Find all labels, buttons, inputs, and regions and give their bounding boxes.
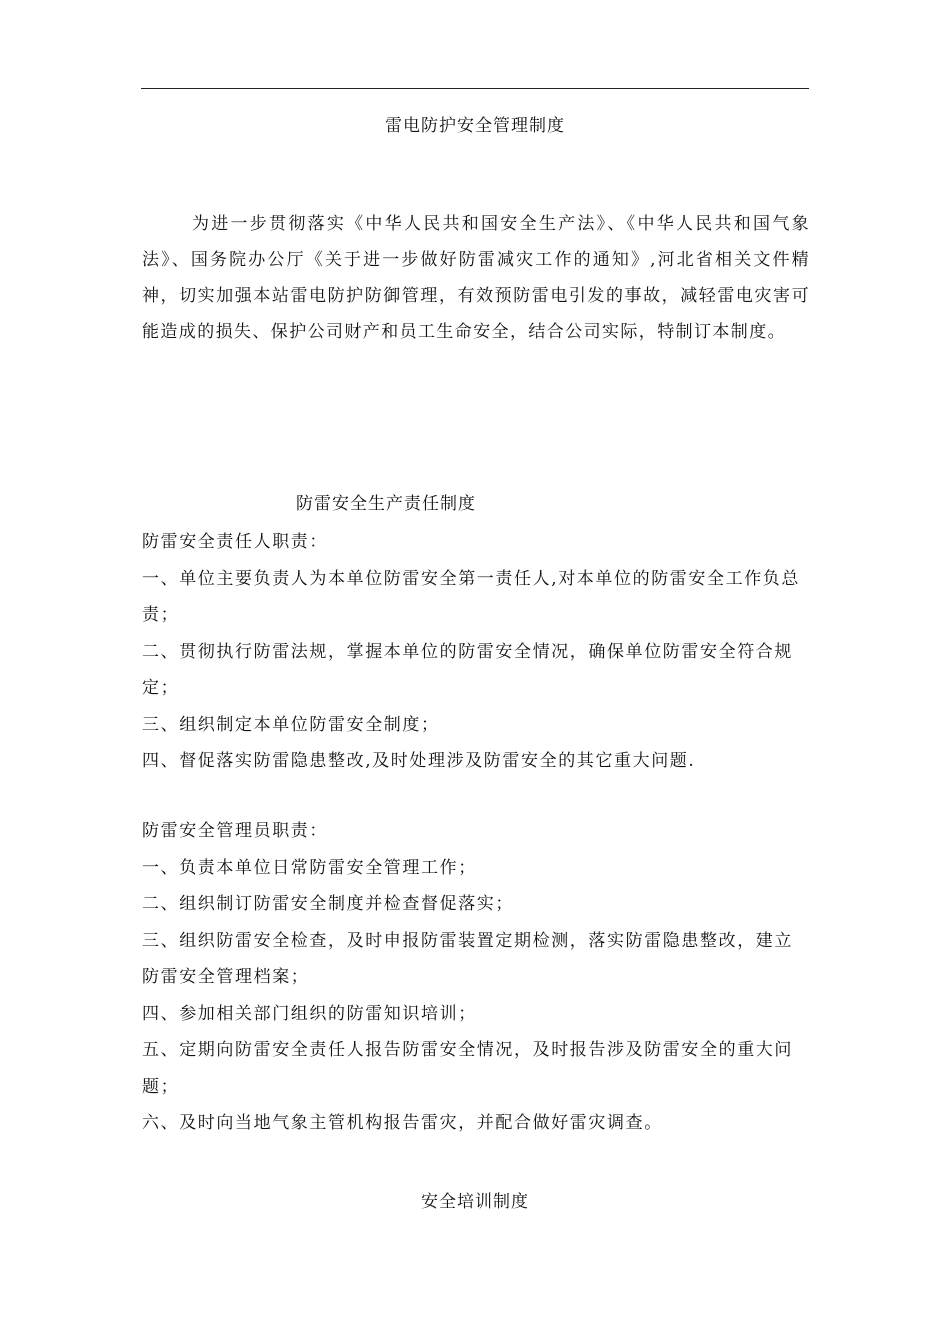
list-item: 一、单位主要负责人为本单位防雷安全第一责任人,对本单位的防雷安全工作负总责； [142, 568, 801, 625]
section-manager-body [142, 813, 810, 1142]
list-item: 二、贯彻执行防雷法规，掌握本单位的防雷安全情况，确保单位防雷安全符合规定； [142, 641, 793, 698]
section-title-training: 安全培训制度 [421, 1192, 529, 1212]
list-item: 二、组织制订防雷安全制度并检查督促落实； [142, 894, 514, 914]
list-item: 三、组织制定本单位防雷安全制度； [142, 714, 440, 735]
list-item: 五、定期向防雷安全责任人报告防雷安全情况，及时报告涉及防雷安全的重大问题； [142, 1040, 793, 1097]
section-subtitle: 防雷安全责任人职责： [142, 532, 328, 552]
intro-paragraph: 为进一步贯彻落实《中华人民共和国安全生产法》、《中华人民共和国气象法》、国务院办公厅《关于进一步做好防雷减灾工作的通知》,河北省相关文件精神，切实加强本站雷电防护防御管理，有效预防雷电引发的事故，减轻雷电灾害可能造成的损失、保护公司财产和员工生命安全，结合公司实际，特制订本制度。 [142, 214, 810, 342]
section-title-responsibility: 防雷安全生产责任制度 [296, 494, 476, 514]
document-title: 雷电防护安全管理制度 [385, 116, 565, 136]
header-rule [141, 88, 809, 89]
list-item: 三、组织防雷安全检查，及时申报防雷装置定期检测，落实防雷隐患整改，建立防雷安全管理档案； [142, 930, 793, 987]
section-responsibility-body [142, 524, 810, 780]
list-item: 四、参加相关部门组织的防雷知识培训； [142, 1003, 477, 1024]
list-item: 六、及时向当地气象主管机构报告雷灾，并配合做好雷灾调查。 [142, 1113, 663, 1133]
section-subtitle: 防雷安全管理员职责： [142, 821, 328, 841]
list-item: 四、督促落实防雷隐患整改,及时处理涉及防雷安全的其它重大问题. [142, 751, 696, 771]
list-item: 一、负责本单位日常防雷安全管理工作； [142, 857, 477, 878]
